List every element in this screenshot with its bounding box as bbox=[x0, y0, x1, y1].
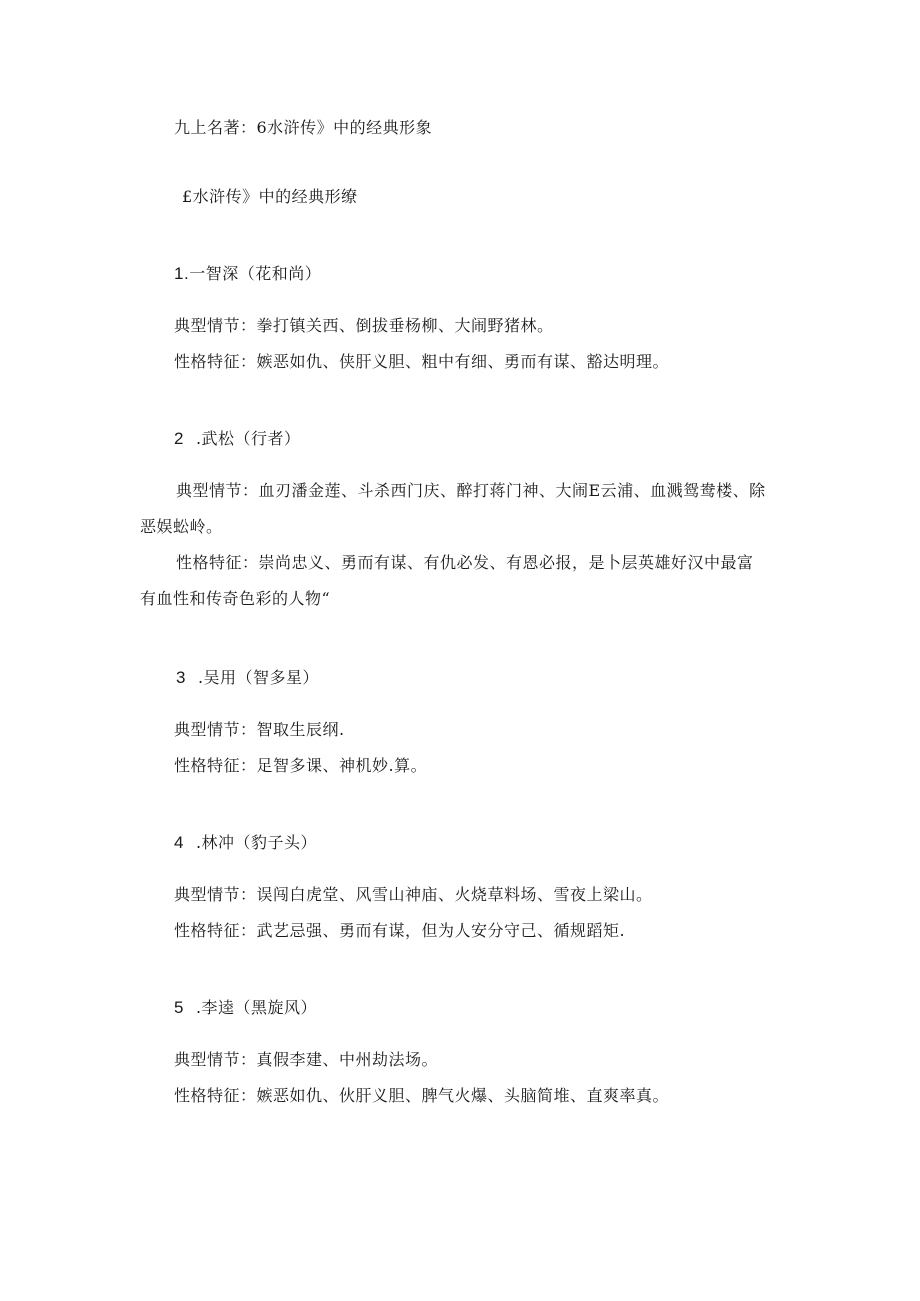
document-subtitle: £水浒传》中的经典形缭 bbox=[182, 187, 358, 206]
trait-text: 性格特征：嫉恶如仇、伙肝义胆、脾气火爆、头脑简堆、直爽率真。 bbox=[174, 1086, 670, 1105]
section-heading bbox=[176, 668, 319, 688]
plot-text: 典型情节：拳打镇关西、倒拔垂杨柳、大闹野猪林。 bbox=[174, 316, 554, 335]
plot-text: 典型情节：误闯白虎堂、风雪山神庙、火烧草料场、雪夜上梁山。 bbox=[174, 885, 653, 904]
section-number: 5 bbox=[174, 998, 184, 1017]
section-number: 1. bbox=[174, 264, 190, 283]
section-title: .林冲（豹子头） bbox=[195, 833, 318, 852]
trait-text: 性格特征：嫉恶如仇、侠肝义胆、粗中有细、勇而有谋、豁达明理。 bbox=[174, 352, 670, 371]
section-heading bbox=[174, 833, 317, 853]
section-title: 一智深（花和尚） bbox=[189, 264, 322, 283]
section-heading bbox=[174, 998, 317, 1018]
trait-text: 性格特征：足智多课、神机妙.算。 bbox=[174, 756, 428, 775]
plot-text-line2: 恶娱蚣岭。 bbox=[140, 517, 223, 536]
section-number: 4 bbox=[174, 833, 184, 852]
section-heading bbox=[174, 429, 301, 449]
section-number: 3 bbox=[176, 668, 186, 687]
trait-text: 性格特征：武艺忌强、勇而有谋，但为人安分守己、循规蹈矩. bbox=[174, 921, 626, 940]
section-title: .吴用（智多星） bbox=[197, 668, 320, 687]
section-title: .李逵（黑旋风） bbox=[195, 998, 318, 1017]
trait-text-line2: 有血性和传奇色彩的人物“ bbox=[140, 589, 331, 608]
plot-text-line1: 典型情节：血刃潘金莲、斗杀西门庆、醉打蒋门神、大闹E云浦、血溅鸳鸯楼、除 bbox=[176, 481, 766, 500]
trait-text-line1: 性格特征：崇尚忠义、勇而有谋、有仇必发、有恩必报，是卜层英雄好汉中最富 bbox=[176, 553, 754, 572]
section-heading bbox=[174, 264, 321, 284]
document-title: 九上名著：6水浒传》中的经典形象 bbox=[174, 118, 433, 137]
section-number: 2 bbox=[174, 429, 184, 448]
section-title: .武松（行者） bbox=[195, 429, 301, 448]
plot-text: 典型情节：智取生辰纲. bbox=[174, 720, 345, 739]
plot-text: 典型情节：真假李建、中州劫法场。 bbox=[174, 1050, 439, 1069]
